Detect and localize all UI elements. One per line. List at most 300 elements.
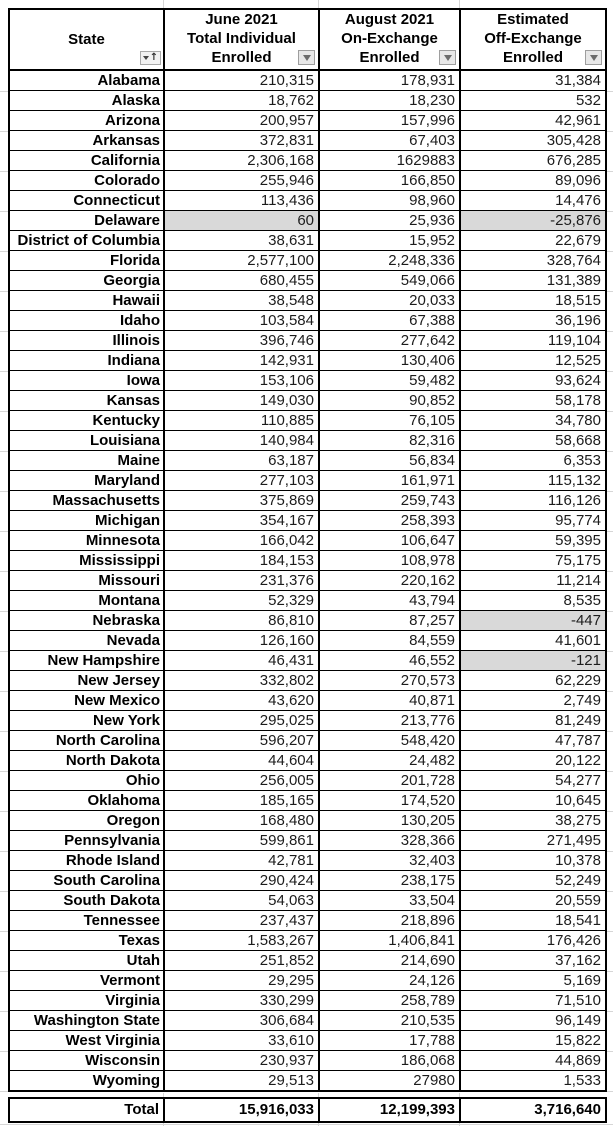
state-cell[interactable]: Iowa (9, 371, 164, 391)
august-on-exchange-cell[interactable]: 108,978 (319, 551, 460, 571)
august-on-exchange-cell[interactable]: 84,559 (319, 631, 460, 651)
august-on-exchange-cell[interactable]: 67,388 (319, 311, 460, 331)
table-row (9, 331, 606, 351)
table-row (9, 431, 606, 451)
august-on-exchange-cell[interactable]: 259,743 (319, 491, 460, 511)
off-exchange-cell[interactable]: 176,426 (460, 931, 606, 951)
august-on-exchange-cell[interactable]: 87,257 (319, 611, 460, 631)
filter-dropdown-icon[interactable] (439, 50, 456, 65)
table-row (9, 1011, 606, 1031)
gridline (0, 91, 8, 92)
june-enrolled-cell[interactable]: 2,306,168 (164, 151, 319, 171)
state-cell[interactable]: Kansas (9, 391, 164, 411)
off-exchange-cell[interactable]: 12,525 (460, 351, 606, 371)
august-on-exchange-cell[interactable]: 82,316 (319, 431, 460, 451)
june-enrolled-cell[interactable]: 184,153 (164, 551, 319, 571)
june-enrolled-cell[interactable]: 29,513 (164, 1071, 319, 1092)
off-exchange-cell[interactable]: 75,175 (460, 551, 606, 571)
june-enrolled-cell[interactable]: 306,684 (164, 1011, 319, 1031)
table-row (9, 671, 606, 691)
gridline (0, 491, 8, 492)
gridline (0, 611, 8, 612)
august-on-exchange-cell[interactable]: 90,852 (319, 391, 460, 411)
state-cell[interactable]: South Carolina (9, 871, 164, 891)
state-cell[interactable]: Georgia (9, 271, 164, 291)
state-cell[interactable]: Montana (9, 591, 164, 611)
june-enrolled-cell[interactable]: 33,610 (164, 1031, 319, 1051)
total-off-exchange-cell[interactable]: 3,716,640 (460, 1098, 606, 1122)
header-line: August 2021 (344, 11, 435, 28)
august-on-exchange-cell[interactable]: 24,482 (319, 751, 460, 771)
off-exchange-cell[interactable]: 59,395 (460, 531, 606, 551)
august-on-exchange-cell[interactable]: 40,871 (319, 691, 460, 711)
gridline (0, 451, 8, 452)
august-on-exchange-cell[interactable]: 46,552 (319, 651, 460, 671)
state-cell[interactable]: Louisiana (9, 431, 164, 451)
state-cell[interactable]: Pennsylvania (9, 831, 164, 851)
august-on-exchange-cell[interactable]: 186,068 (319, 1051, 460, 1071)
table-row (9, 731, 606, 751)
june-enrolled-cell[interactable]: 251,852 (164, 951, 319, 971)
august-on-exchange-cell[interactable]: 210,535 (319, 1011, 460, 1031)
off-exchange-cell[interactable]: 20,559 (460, 891, 606, 911)
august-on-exchange-cell[interactable]: 157,996 (319, 111, 460, 131)
june-enrolled-cell[interactable]: 230,937 (164, 1051, 319, 1071)
state-cell[interactable]: Nevada (9, 631, 164, 651)
header-line: Estimated (497, 11, 569, 28)
state-cell[interactable]: California (9, 151, 164, 171)
header-line: Enrolled (211, 49, 272, 66)
june-enrolled-cell[interactable]: 231,376 (164, 571, 319, 591)
june-enrolled-cell[interactable]: 29,295 (164, 971, 319, 991)
state-cell[interactable]: Connecticut (9, 191, 164, 211)
off-exchange-cell[interactable]: 131,389 (460, 271, 606, 291)
august-on-exchange-cell[interactable]: 161,971 (319, 471, 460, 491)
gridline (318, 0, 319, 8)
off-exchange-cell[interactable]: -121 (460, 651, 606, 671)
state-cell[interactable]: North Carolina (9, 731, 164, 751)
august-on-exchange-cell[interactable]: 43,794 (319, 591, 460, 611)
off-exchange-cell[interactable]: 328,764 (460, 251, 606, 271)
august-on-exchange-cell[interactable]: 1,406,841 (319, 931, 460, 951)
state-header-label: State (68, 31, 105, 48)
gridline (0, 531, 8, 532)
august-on-exchange-cell[interactable]: 17,788 (319, 1031, 460, 1051)
state-cell[interactable]: Colorado (9, 171, 164, 191)
state-cell[interactable]: Alaska (9, 91, 164, 111)
table-row (9, 1031, 606, 1051)
off-exchange-cell[interactable]: 71,510 (460, 991, 606, 1011)
table-row (9, 70, 606, 91)
total-june-cell[interactable]: 15,916,033 (164, 1098, 319, 1122)
table-row (9, 571, 606, 591)
off-exchange-cell[interactable]: 20,122 (460, 751, 606, 771)
gridline (0, 811, 8, 812)
state-cell[interactable]: Utah (9, 951, 164, 971)
off-exchange-cell[interactable]: 37,162 (460, 951, 606, 971)
june-enrolled-cell[interactable]: 44,604 (164, 751, 319, 771)
off-exchange-cell[interactable]: 95,774 (460, 511, 606, 531)
header-line: June 2021 (205, 11, 278, 28)
gridline (0, 251, 8, 252)
august-on-exchange-cell[interactable]: 106,647 (319, 531, 460, 551)
august-on-exchange-cell[interactable]: 238,175 (319, 871, 460, 891)
state-cell[interactable]: Minnesota (9, 531, 164, 551)
state-cell[interactable]: Oklahoma (9, 791, 164, 811)
state-cell[interactable]: North Dakota (9, 751, 164, 771)
gridline (0, 291, 8, 292)
header-line: On-Exchange (341, 30, 438, 47)
june-enrolled-cell[interactable]: 103,584 (164, 311, 319, 331)
off-exchange-cell[interactable]: 47,787 (460, 731, 606, 751)
state-cell[interactable]: Washington State (9, 1011, 164, 1031)
state-cell[interactable]: New Mexico (9, 691, 164, 711)
june-enrolled-cell[interactable]: 1,583,267 (164, 931, 319, 951)
off-exchange-cell[interactable]: 96,149 (460, 1011, 606, 1031)
june-enrolled-cell[interactable]: 290,424 (164, 871, 319, 891)
state-cell[interactable]: Vermont (9, 971, 164, 991)
june-enrolled-cell[interactable]: 86,810 (164, 611, 319, 631)
june-enrolled-cell[interactable]: 38,631 (164, 231, 319, 251)
off-exchange-cell[interactable]: 305,428 (460, 131, 606, 151)
june-enrolled-cell[interactable]: 255,946 (164, 171, 319, 191)
table-row (9, 291, 606, 311)
state-cell[interactable]: Ohio (9, 771, 164, 791)
off-exchange-cell[interactable]: 532 (460, 91, 606, 111)
gridline (459, 0, 460, 8)
table-row (9, 771, 606, 791)
state-cell[interactable]: South Dakota (9, 891, 164, 911)
off-exchange-cell[interactable]: 8,535 (460, 591, 606, 611)
august-on-exchange-cell[interactable]: 18,230 (319, 91, 460, 111)
june-enrolled-cell[interactable]: 256,005 (164, 771, 319, 791)
off-exchange-cell[interactable]: -25,876 (460, 211, 606, 231)
state-cell[interactable]: Texas (9, 931, 164, 951)
off-exchange-cell[interactable]: 18,515 (460, 291, 606, 311)
off-exchange-cell[interactable]: 42,961 (460, 111, 606, 131)
june-enrolled-cell[interactable]: 63,187 (164, 451, 319, 471)
table-row (9, 411, 606, 431)
off-exchange-cell[interactable]: 2,749 (460, 691, 606, 711)
june-enrolled-cell[interactable]: 126,160 (164, 631, 319, 651)
june-enrolled-cell[interactable]: 42,781 (164, 851, 319, 871)
gridline (0, 651, 8, 652)
gridline (0, 851, 8, 852)
august-on-exchange-cell[interactable]: 130,205 (319, 811, 460, 831)
off-exchange-cell[interactable]: 58,178 (460, 391, 606, 411)
off-exchange-cell[interactable]: 58,668 (460, 431, 606, 451)
june-enrolled-cell[interactable]: 277,103 (164, 471, 319, 491)
state-cell[interactable]: New Jersey (9, 671, 164, 691)
table-row (9, 711, 606, 731)
june-enrolled-cell[interactable]: 185,165 (164, 791, 319, 811)
august-on-exchange-cell[interactable]: 270,573 (319, 671, 460, 691)
august-on-exchange-cell[interactable]: 2,248,336 (319, 251, 460, 271)
table-row (9, 871, 606, 891)
table-row (9, 171, 606, 191)
august-on-exchange-cell[interactable]: 15,952 (319, 231, 460, 251)
gridline (0, 891, 8, 892)
august-on-exchange-cell[interactable]: 178,931 (319, 70, 460, 91)
table-row (9, 751, 606, 771)
june-enrolled-cell[interactable]: 599,861 (164, 831, 319, 851)
off-exchange-cell[interactable]: 1,533 (460, 1071, 606, 1092)
state-cell[interactable]: Delaware (9, 211, 164, 231)
august-on-exchange-cell[interactable]: 214,690 (319, 951, 460, 971)
column-header-august-on-exchange[interactable] (319, 9, 460, 70)
table-row (9, 491, 606, 511)
table-row (9, 91, 606, 111)
august-on-exchange-cell[interactable]: 258,789 (319, 991, 460, 1011)
state-cell[interactable]: Missouri (9, 571, 164, 591)
gridline (0, 1051, 8, 1052)
august-on-exchange-cell[interactable]: 328,366 (319, 831, 460, 851)
gridline (0, 931, 8, 932)
off-exchange-cell[interactable]: 36,196 (460, 311, 606, 331)
june-enrolled-cell[interactable]: 60 (164, 211, 319, 231)
off-exchange-cell[interactable]: 10,378 (460, 851, 606, 871)
august-on-exchange-cell[interactable]: 20,033 (319, 291, 460, 311)
august-on-exchange-cell[interactable]: 166,850 (319, 171, 460, 191)
off-exchange-cell[interactable]: 34,780 (460, 411, 606, 431)
state-cell[interactable]: Arkansas (9, 131, 164, 151)
june-enrolled-cell[interactable]: 354,167 (164, 511, 319, 531)
state-cell[interactable]: Illinois (9, 331, 164, 351)
june-enrolled-cell[interactable]: 149,030 (164, 391, 319, 411)
table-row (9, 111, 606, 131)
june-enrolled-cell[interactable]: 330,299 (164, 991, 319, 1011)
filter-dropdown-icon[interactable] (298, 50, 315, 65)
august-on-exchange-cell[interactable]: 59,482 (319, 371, 460, 391)
off-exchange-cell[interactable]: 38,275 (460, 811, 606, 831)
august-on-exchange-cell[interactable]: 1629883 (319, 151, 460, 171)
state-cell[interactable]: Mississippi (9, 551, 164, 571)
off-exchange-cell[interactable]: 11,214 (460, 571, 606, 591)
table-row (9, 591, 606, 611)
june-enrolled-cell[interactable]: 372,831 (164, 131, 319, 151)
state-cell[interactable]: District of Columbia (9, 231, 164, 251)
table-row (9, 251, 606, 271)
gridline (0, 971, 8, 972)
gridline (0, 211, 8, 212)
dropdown-triangle-icon (303, 55, 311, 61)
table-row (9, 531, 606, 551)
august-on-exchange-cell[interactable]: 277,642 (319, 331, 460, 351)
gridline (0, 171, 8, 172)
state-cell[interactable]: Massachusetts (9, 491, 164, 511)
table-row (9, 1071, 606, 1092)
state-cell[interactable]: Florida (9, 251, 164, 271)
gridline (163, 0, 164, 8)
august-on-exchange-cell[interactable]: 213,776 (319, 711, 460, 731)
state-cell[interactable]: Oregon (9, 811, 164, 831)
header-row (9, 9, 606, 70)
june-enrolled-cell[interactable]: 200,957 (164, 111, 319, 131)
off-exchange-cell[interactable]: 93,624 (460, 371, 606, 391)
table-row (9, 831, 606, 851)
june-enrolled-cell[interactable]: 332,802 (164, 671, 319, 691)
off-exchange-cell[interactable]: 22,679 (460, 231, 606, 251)
state-cell[interactable]: Kentucky (9, 411, 164, 431)
table-row (9, 951, 606, 971)
june-enrolled-cell[interactable]: 153,106 (164, 371, 319, 391)
june-enrolled-cell[interactable]: 680,455 (164, 271, 319, 291)
gridline (0, 571, 8, 572)
august-on-exchange-cell[interactable]: 76,105 (319, 411, 460, 431)
august-on-exchange-cell[interactable]: 98,960 (319, 191, 460, 211)
state-cell[interactable]: Maine (9, 451, 164, 471)
june-enrolled-cell[interactable]: 596,207 (164, 731, 319, 751)
off-exchange-cell[interactable]: 6,353 (460, 451, 606, 471)
state-cell[interactable]: Michigan (9, 511, 164, 531)
table-row (9, 471, 606, 491)
june-enrolled-cell[interactable]: 43,620 (164, 691, 319, 711)
august-on-exchange-cell[interactable]: 25,936 (319, 211, 460, 231)
june-enrolled-cell[interactable]: 2,577,100 (164, 251, 319, 271)
june-enrolled-cell[interactable]: 237,437 (164, 911, 319, 931)
off-exchange-cell[interactable]: 41,601 (460, 631, 606, 651)
table-row (9, 551, 606, 571)
june-enrolled-cell[interactable]: 113,436 (164, 191, 319, 211)
august-on-exchange-cell[interactable]: 201,728 (319, 771, 460, 791)
off-exchange-cell[interactable]: 115,132 (460, 471, 606, 491)
off-exchange-cell[interactable]: 54,277 (460, 771, 606, 791)
gridline (0, 131, 8, 132)
june-enrolled-cell[interactable]: 18,762 (164, 91, 319, 111)
header-line: Off-Exchange (484, 30, 582, 47)
state-cell[interactable]: West Virginia (9, 1031, 164, 1051)
table-row (9, 451, 606, 471)
gridline (0, 371, 8, 372)
august-on-exchange-cell[interactable]: 174,520 (319, 791, 460, 811)
header-line: Total Individual (187, 30, 296, 47)
gridline (0, 1091, 8, 1092)
table-row (9, 691, 606, 711)
august-on-exchange-cell[interactable]: 56,834 (319, 451, 460, 471)
state-cell[interactable]: Arizona (9, 111, 164, 131)
sort-ascending-filter-icon[interactable] (140, 51, 161, 65)
state-cell[interactable]: Rhode Island (9, 851, 164, 871)
table-row (9, 151, 606, 171)
off-exchange-cell[interactable]: 14,476 (460, 191, 606, 211)
filter-dropdown-icon[interactable] (585, 50, 602, 65)
june-enrolled-cell[interactable]: 142,931 (164, 351, 319, 371)
august-on-exchange-cell[interactable]: 548,420 (319, 731, 460, 751)
june-enrolled-cell[interactable]: 110,885 (164, 411, 319, 431)
august-on-exchange-cell[interactable]: 33,504 (319, 891, 460, 911)
june-enrolled-cell[interactable]: 46,431 (164, 651, 319, 671)
table-row (9, 131, 606, 151)
table-row (9, 611, 606, 631)
table-row (9, 971, 606, 991)
gridline (0, 411, 8, 412)
off-exchange-cell[interactable]: -447 (460, 611, 606, 631)
column-header-estimated-off-exchange[interactable] (460, 9, 606, 70)
august-on-exchange-cell[interactable]: 27980 (319, 1071, 460, 1092)
table-row (9, 211, 606, 231)
state-cell[interactable]: Idaho (9, 311, 164, 331)
table-row (9, 311, 606, 331)
off-exchange-cell[interactable]: 52,249 (460, 871, 606, 891)
off-exchange-cell[interactable]: 31,384 (460, 70, 606, 91)
column-header-state[interactable] (9, 9, 164, 70)
off-exchange-cell[interactable]: 15,822 (460, 1031, 606, 1051)
august-on-exchange-cell[interactable]: 67,403 (319, 131, 460, 151)
state-cell[interactable]: Alabama (9, 70, 164, 91)
june-enrolled-cell[interactable]: 168,480 (164, 811, 319, 831)
state-cell[interactable]: Tennessee (9, 911, 164, 931)
table-row (9, 811, 606, 831)
state-cell[interactable]: Virginia (9, 991, 164, 1011)
june-enrolled-cell[interactable]: 295,025 (164, 711, 319, 731)
august-on-exchange-cell[interactable]: 130,406 (319, 351, 460, 371)
total-row (9, 1098, 606, 1122)
off-exchange-cell[interactable]: 44,869 (460, 1051, 606, 1071)
dropdown-triangle-icon (590, 55, 598, 61)
off-exchange-cell[interactable]: 271,495 (460, 831, 606, 851)
august-on-exchange-cell[interactable]: 32,403 (319, 851, 460, 871)
state-cell[interactable]: Maryland (9, 471, 164, 491)
table-row (9, 851, 606, 871)
off-exchange-cell[interactable]: 10,645 (460, 791, 606, 811)
june-enrolled-cell[interactable]: 166,042 (164, 531, 319, 551)
off-exchange-cell[interactable]: 119,104 (460, 331, 606, 351)
june-enrolled-cell[interactable]: 52,329 (164, 591, 319, 611)
june-enrolled-cell[interactable]: 54,063 (164, 891, 319, 911)
table-row (9, 271, 606, 291)
june-enrolled-cell[interactable]: 210,315 (164, 70, 319, 91)
dropdown-triangle-icon (143, 56, 149, 60)
june-enrolled-cell[interactable]: 38,548 (164, 291, 319, 311)
state-cell[interactable]: New Hampshire (9, 651, 164, 671)
table-row (9, 891, 606, 911)
column-header-june-enrolled[interactable] (164, 9, 319, 70)
table-row (9, 931, 606, 951)
off-exchange-cell[interactable]: 62,229 (460, 671, 606, 691)
state-cell[interactable]: Wisconsin (9, 1051, 164, 1071)
table-row (9, 351, 606, 371)
off-exchange-cell[interactable]: 18,541 (460, 911, 606, 931)
state-cell[interactable]: Indiana (9, 351, 164, 371)
off-exchange-cell[interactable]: 676,285 (460, 151, 606, 171)
off-exchange-cell[interactable]: 116,126 (460, 491, 606, 511)
august-on-exchange-cell[interactable]: 549,066 (319, 271, 460, 291)
header-line: Enrolled (502, 49, 563, 66)
off-exchange-cell[interactable]: 89,096 (460, 171, 606, 191)
table-row (9, 911, 606, 931)
state-cell[interactable]: Hawaii (9, 291, 164, 311)
off-exchange-cell[interactable]: 5,169 (460, 971, 606, 991)
total-row-table (8, 1097, 607, 1123)
june-enrolled-cell[interactable]: 140,984 (164, 431, 319, 451)
august-on-exchange-cell[interactable]: 258,393 (319, 511, 460, 531)
state-cell[interactable]: New York (9, 711, 164, 731)
gridline (0, 1124, 613, 1125)
total-label-cell[interactable]: Total (9, 1098, 164, 1122)
state-cell[interactable]: Wyoming (9, 1071, 164, 1092)
june-enrolled-cell[interactable]: 396,746 (164, 331, 319, 351)
table-row (9, 391, 606, 411)
state-cell[interactable]: Nebraska (9, 611, 164, 631)
august-on-exchange-cell[interactable]: 218,896 (319, 911, 460, 931)
gridline (0, 331, 8, 332)
june-enrolled-cell[interactable]: 375,869 (164, 491, 319, 511)
august-on-exchange-cell[interactable]: 24,126 (319, 971, 460, 991)
table-row (9, 791, 606, 811)
off-exchange-cell[interactable]: 81,249 (460, 711, 606, 731)
total-august-cell[interactable]: 12,199,393 (319, 1098, 460, 1122)
august-on-exchange-cell[interactable]: 220,162 (319, 571, 460, 591)
